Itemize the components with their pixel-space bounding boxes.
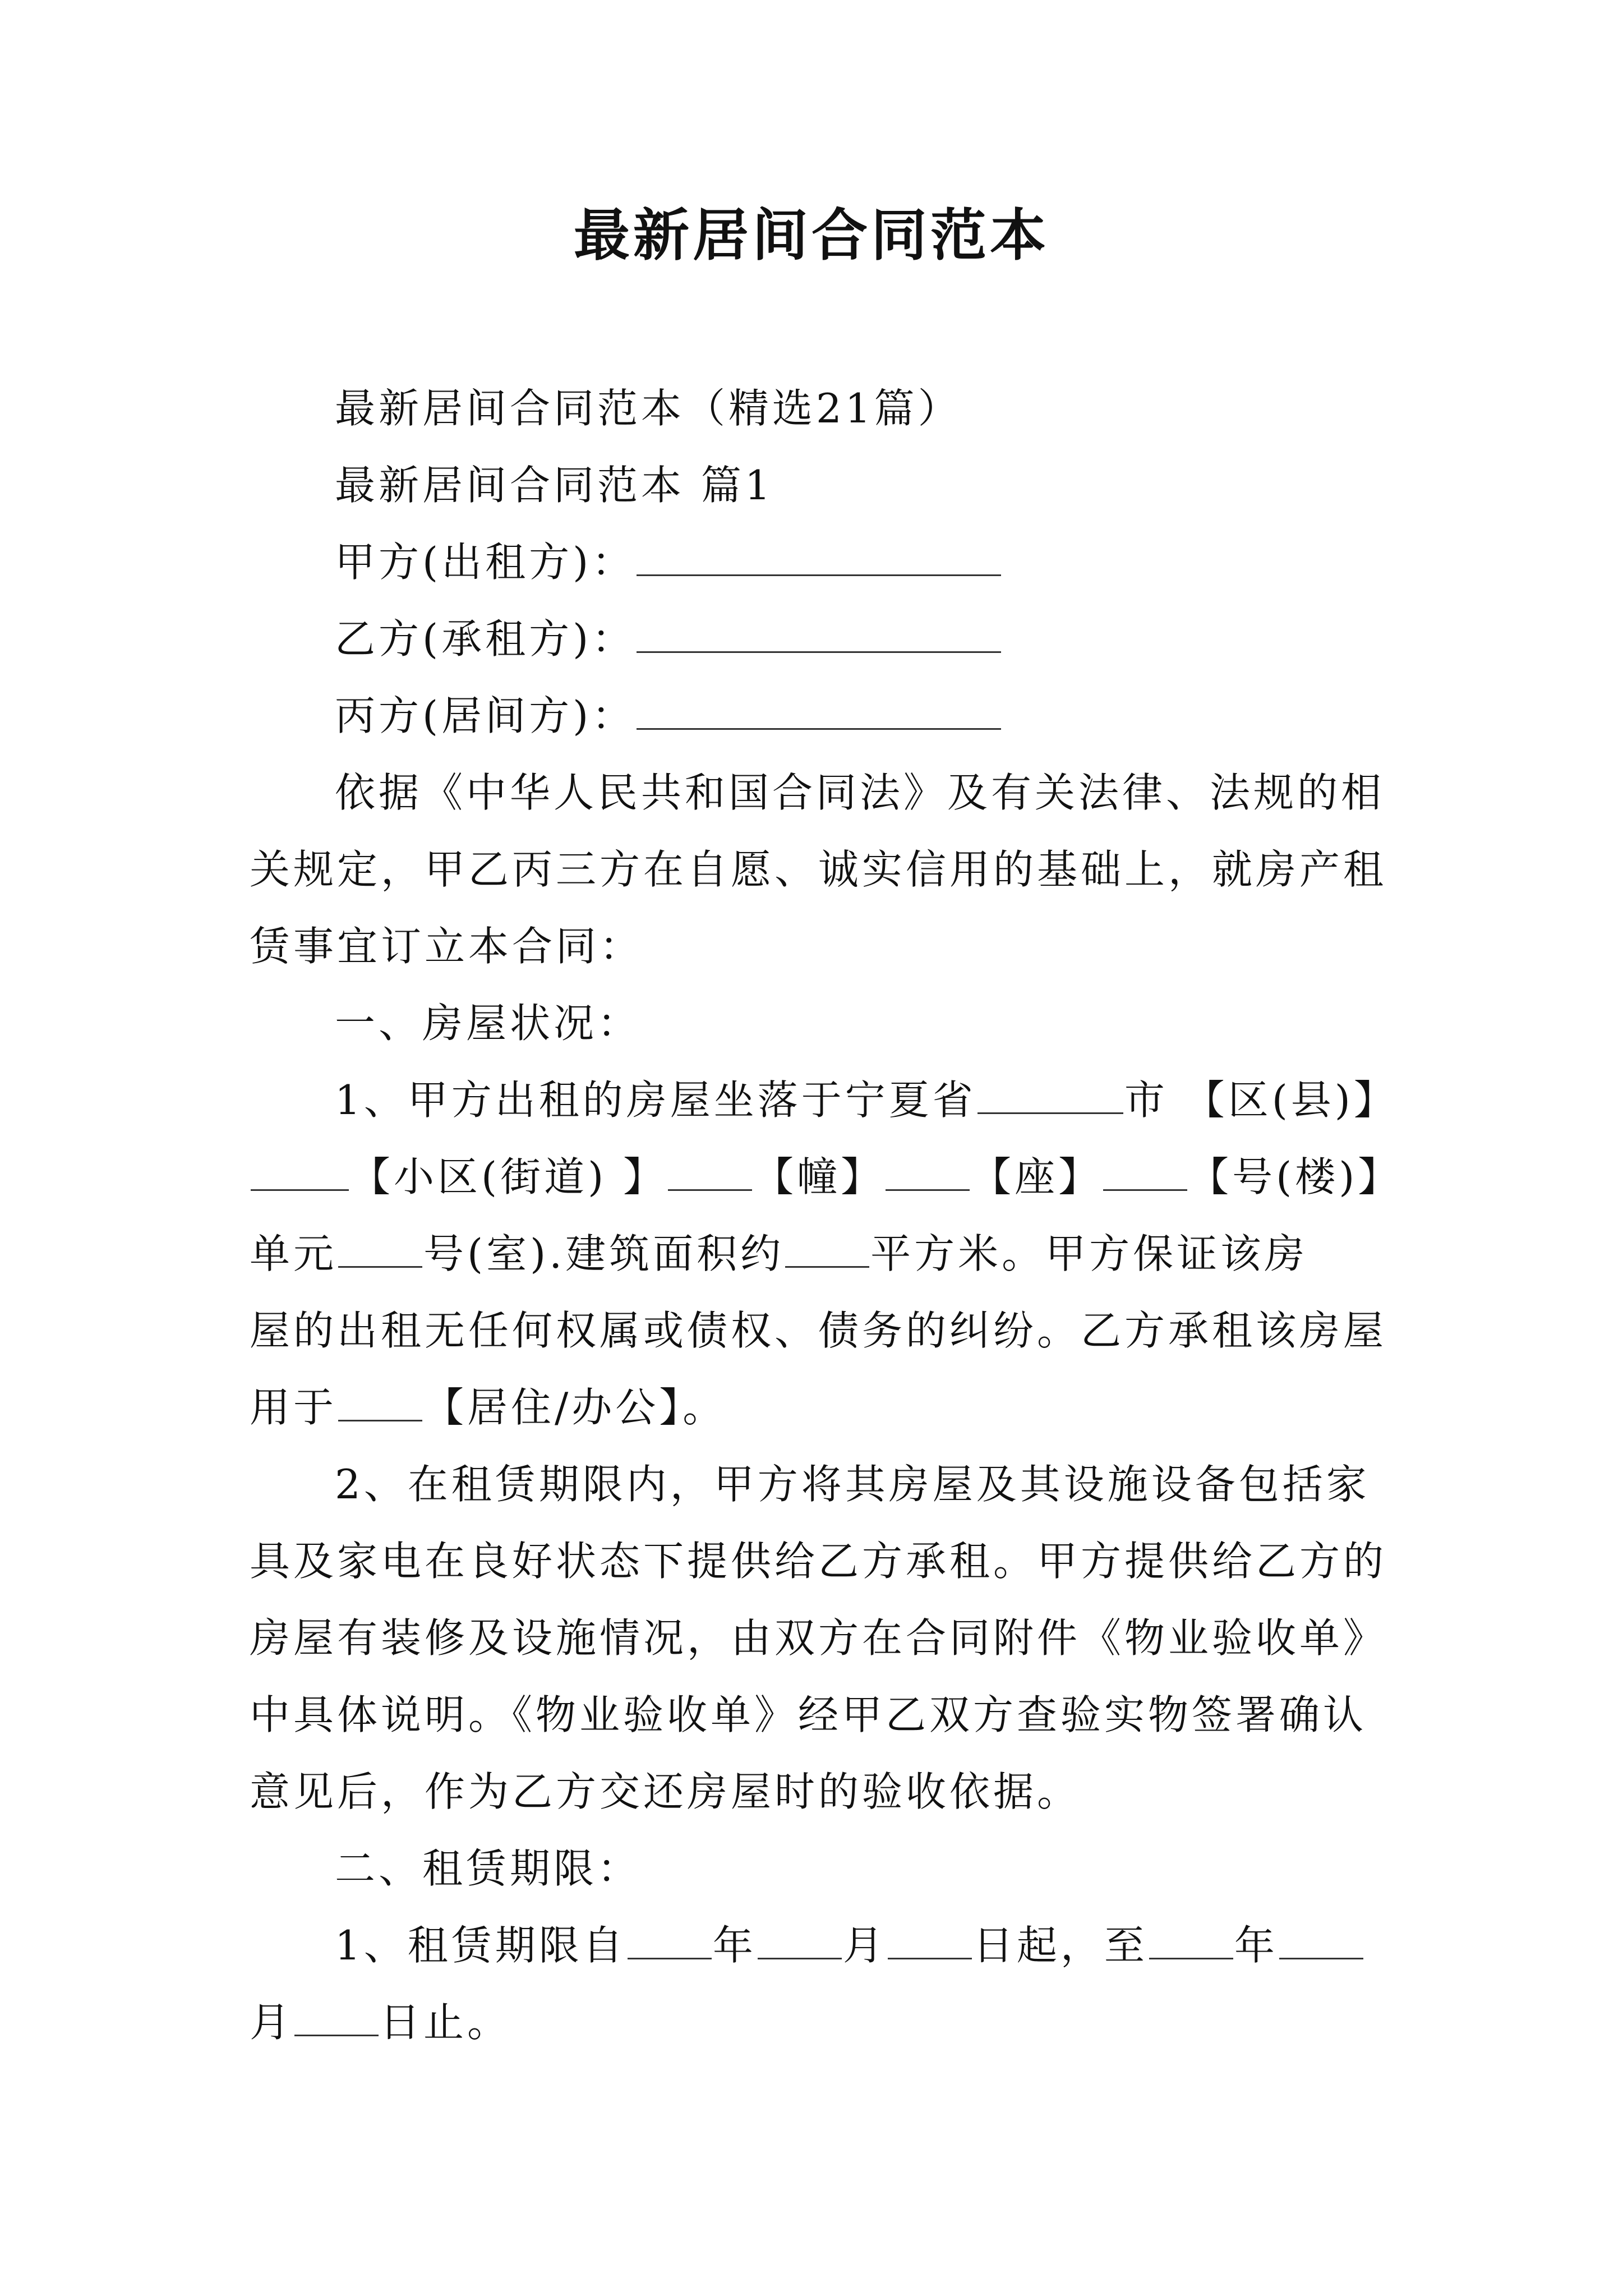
start-day-blank bbox=[888, 1913, 972, 1959]
heading-lease-term: 二、租赁期限： bbox=[335, 1845, 642, 1892]
clause-1-line-2 bbox=[250, 1139, 1402, 1216]
term-text-g: 日止。 bbox=[380, 1999, 511, 2046]
block-blank bbox=[1103, 1144, 1187, 1191]
end-day-blank bbox=[294, 1990, 379, 2036]
term-text-d: 日起，至 bbox=[972, 1922, 1148, 1969]
district-blank bbox=[251, 1144, 349, 1191]
clause-2-line-3: 房屋有装修及设施情况，由双方在合同附件《物业验收单》 bbox=[250, 1614, 1387, 1662]
city-blank bbox=[978, 1068, 1123, 1114]
document-title: 最新居间合同范本 bbox=[574, 203, 1049, 268]
clause-1-text-c: 【小区(街道) 】 bbox=[350, 1153, 667, 1200]
party-b-label: 乙方(承租方)： bbox=[335, 615, 636, 662]
section-heading: 最新居间合同范本 篇1 bbox=[335, 462, 774, 509]
unit-blank bbox=[338, 1221, 422, 1268]
term-text-a: 1、租赁期限自 bbox=[335, 1922, 626, 1969]
party-b-line bbox=[250, 601, 1371, 678]
clause-1-text-f: 【号(楼)】 bbox=[1188, 1153, 1402, 1200]
clause-1-line-4: 屋的出租无任何权属或债权、债务的纠纷。乙方承租该房屋 bbox=[250, 1307, 1387, 1354]
start-year-blank bbox=[628, 1913, 712, 1959]
party-c-label: 丙方(居间方)： bbox=[335, 692, 636, 739]
clause-2-line-1: 2、在租赁期限内，甲方将其房屋及其设施设备包括家 bbox=[335, 1461, 1370, 1508]
clause-2-line-2: 具及家电在良好状态下提供给乙方承租。甲方提供给乙方的 bbox=[250, 1538, 1387, 1585]
party-c-blank bbox=[637, 683, 1001, 730]
heading-house-status: 一、房屋状况： bbox=[335, 1000, 642, 1047]
term-line-1 bbox=[250, 1907, 1371, 1984]
end-month-blank bbox=[1279, 1913, 1363, 1959]
clause-1-text-g: 单元 bbox=[250, 1230, 338, 1277]
term-text-c: 月 bbox=[842, 1922, 887, 1969]
clause-1-line-5 bbox=[250, 1369, 1371, 1446]
clause-1-text-e: 【座】 bbox=[971, 1153, 1103, 1200]
term-text-b: 年 bbox=[712, 1922, 757, 1969]
intro-line-3: 赁事宜订立本合同： bbox=[250, 923, 644, 970]
party-c-line bbox=[250, 678, 1371, 754]
subtitle: 最新居间合同范本（精选21篇） bbox=[335, 385, 962, 432]
area-blank bbox=[785, 1221, 869, 1268]
document-body bbox=[250, 370, 1402, 2061]
clause-1-text-b: 市 【区(县)】 bbox=[1124, 1076, 1398, 1124]
clause-1-line-3 bbox=[250, 1216, 1371, 1292]
start-month-blank bbox=[758, 1913, 842, 1959]
end-year-blank bbox=[1149, 1913, 1233, 1959]
clause-1-text-d: 【幢】 bbox=[753, 1153, 885, 1200]
building-blank bbox=[886, 1144, 970, 1191]
party-a-line bbox=[250, 524, 1371, 601]
community-blank bbox=[668, 1144, 752, 1191]
clause-1-line-1 bbox=[250, 1062, 1398, 1139]
party-a-label: 甲方(出租方)： bbox=[335, 539, 636, 586]
clause-1-text-i: 平方米。甲方保证该房 bbox=[870, 1230, 1308, 1277]
usage-blank bbox=[338, 1375, 422, 1421]
term-text-f: 月 bbox=[250, 1999, 294, 2046]
clause-1-text-k: 用于 bbox=[250, 1384, 338, 1431]
term-line-2 bbox=[250, 1984, 1371, 2061]
clause-2-line-5: 意见后，作为乙方交还房屋时的验收依据。 bbox=[250, 1768, 1081, 1815]
intro-line-1: 依据《中华人民共和国合同法》及有关法律、法规的相 bbox=[335, 769, 1385, 816]
clause-1-text-h: 号(室).建筑面积约 bbox=[423, 1230, 785, 1277]
intro-line-2: 关规定，甲乙丙三方在自愿、诚实信用的基础上，就房产租 bbox=[250, 846, 1387, 893]
party-a-blank bbox=[637, 530, 1001, 576]
clause-1-text-l: 【居住/办公】。 bbox=[423, 1384, 727, 1431]
clause-1-text-a: 1、甲方出租的房屋坐落于宁夏省 bbox=[335, 1076, 976, 1124]
clause-2-line-4: 中具体说明。《物业验收单》经甲乙双方查验实物签署确认 bbox=[250, 1691, 1367, 1738]
party-b-blank bbox=[637, 606, 1001, 653]
term-text-e: 年 bbox=[1234, 1922, 1278, 1969]
